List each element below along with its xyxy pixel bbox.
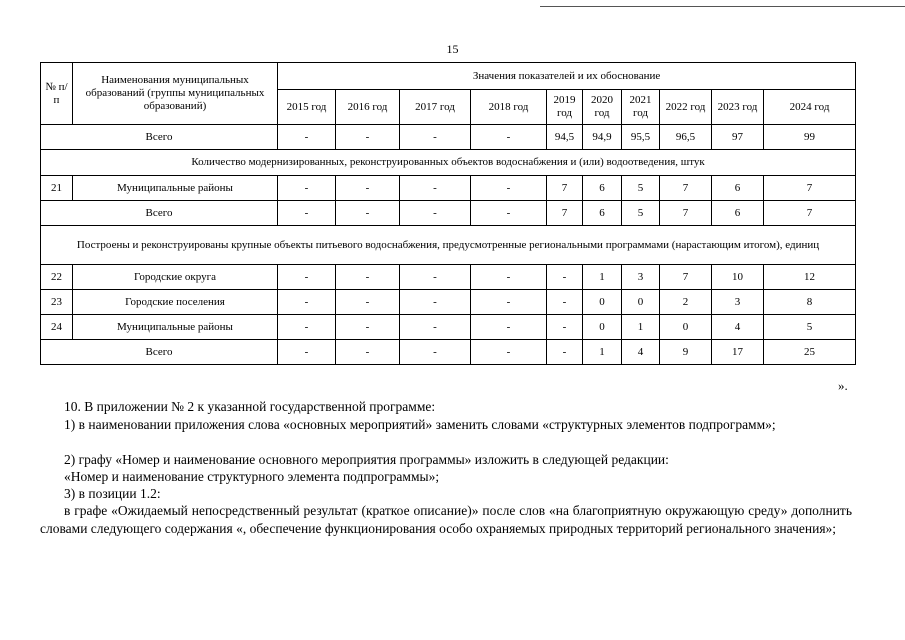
cell: -: [471, 340, 547, 365]
cell: -: [471, 201, 547, 226]
section-title: Построены и реконструированы крупные объекты питьевого водоснабжения, предусмотренные региональными программами (нарастающим итогом), единиц: [41, 226, 856, 265]
paragraph-5: 3) в позиции 1.2:: [64, 486, 161, 501]
cell: -: [471, 176, 547, 201]
header-values-title: Значения показателей и их обоснование: [278, 63, 856, 90]
year-header: 2020 год: [583, 90, 622, 125]
cell: -: [336, 125, 400, 150]
cell: 3: [622, 265, 660, 290]
row-num: 22: [41, 265, 73, 290]
year-header: 2023 год: [712, 90, 764, 125]
paragraph-2: 1) в наименовании приложения слова «основных мероприятий» заменить словами «структурных элементов подпрограмм»;: [64, 417, 776, 432]
cell: 12: [764, 265, 856, 290]
cell: 1: [583, 265, 622, 290]
cell: -: [336, 290, 400, 315]
cell: 7: [764, 201, 856, 226]
cell: 1: [583, 340, 622, 365]
cell: 6: [712, 201, 764, 226]
year-header: 2017 год: [400, 90, 471, 125]
year-header: 2022 год: [660, 90, 712, 125]
cell: 1: [622, 315, 660, 340]
cell: -: [278, 315, 336, 340]
cell: -: [278, 290, 336, 315]
cell: 99: [764, 125, 856, 150]
cell: -: [471, 125, 547, 150]
cell: 6: [583, 201, 622, 226]
cell: -: [278, 125, 336, 150]
cell: -: [400, 290, 471, 315]
cell: 17: [712, 340, 764, 365]
row-name: Муниципальные районы: [73, 176, 278, 201]
page-number: 15: [446, 42, 459, 56]
paragraph-1: 10. В приложении № 2 к указанной государственной программе:: [64, 399, 436, 414]
top-rule: [540, 6, 905, 7]
cell: -: [400, 176, 471, 201]
cell: -: [471, 265, 547, 290]
cell: 5: [622, 176, 660, 201]
cell: -: [278, 201, 336, 226]
table-row-total: [41, 340, 856, 365]
cell: -: [547, 265, 583, 290]
cell: 2: [660, 290, 712, 315]
row-num: 21: [41, 176, 73, 201]
year-header: 2021 год: [622, 90, 660, 125]
indicators-table: [40, 62, 856, 365]
year-header: 2016 год: [336, 90, 400, 125]
paragraph-3: 2) графу «Номер и наименование основного мероприятия программы» изложить в следующей редакции:: [64, 452, 669, 467]
cell: -: [400, 265, 471, 290]
header-num: № п/п: [41, 63, 73, 125]
paragraph-4: «Номер и наименование структурного элемента подпрограммы»;: [64, 469, 440, 484]
cell: -: [400, 125, 471, 150]
row-name: Городские округа: [73, 265, 278, 290]
year-header: 2018 год: [471, 90, 547, 125]
cell: 10: [712, 265, 764, 290]
cell: 25: [764, 340, 856, 365]
cell: -: [278, 176, 336, 201]
row-name: Всего: [41, 340, 278, 365]
paragraph-6: в графе «Ожидаемый непосредственный результат (краткое описание)» после слов «на благоприятную окружающую среду» дополнить словами следующего содержания «, обеспечение функционирования особо охраняемых природных территорий регионального значения»;: [40, 503, 852, 536]
cell: -: [400, 201, 471, 226]
cell: -: [547, 290, 583, 315]
cell: 95,5: [622, 125, 660, 150]
cell: -: [400, 340, 471, 365]
cell: -: [336, 201, 400, 226]
year-header: 2015 год: [278, 90, 336, 125]
table-row-total: [41, 201, 856, 226]
closing-quote: ».: [838, 378, 848, 393]
cell: 7: [547, 176, 583, 201]
row-num: 23: [41, 290, 73, 315]
cell: 0: [660, 315, 712, 340]
cell: 7: [764, 176, 856, 201]
cell: -: [471, 315, 547, 340]
table-row: [41, 290, 856, 315]
cell: 7: [660, 176, 712, 201]
cell: -: [400, 315, 471, 340]
cell: 0: [583, 315, 622, 340]
cell: -: [336, 315, 400, 340]
year-header: 2024 год: [764, 90, 856, 125]
cell: -: [336, 340, 400, 365]
cell: 0: [622, 290, 660, 315]
cell: -: [336, 176, 400, 201]
cell: 3: [712, 290, 764, 315]
cell: 6: [712, 176, 764, 201]
table-row-total-top: [41, 125, 856, 150]
cell: -: [547, 315, 583, 340]
table-row: [41, 315, 856, 340]
cell: 7: [660, 201, 712, 226]
cell: 5: [622, 201, 660, 226]
year-header: 2019 год: [547, 90, 583, 125]
row-num: 24: [41, 315, 73, 340]
cell: -: [547, 340, 583, 365]
section-title: Количество модернизированных, реконструированных объектов водоснабжения и (или) водоотведения, штук: [41, 150, 856, 176]
table-row: [41, 265, 856, 290]
cell: 5: [764, 315, 856, 340]
cell: -: [471, 290, 547, 315]
cell: 8: [764, 290, 856, 315]
row-name: Всего: [41, 201, 278, 226]
cell: 94,9: [583, 125, 622, 150]
cell: -: [278, 340, 336, 365]
cell: 4: [622, 340, 660, 365]
cell: -: [336, 265, 400, 290]
cell: 0: [583, 290, 622, 315]
cell: 94,5: [547, 125, 583, 150]
cell: 96,5: [660, 125, 712, 150]
cell: 7: [547, 201, 583, 226]
cell: 4: [712, 315, 764, 340]
cell: 97: [712, 125, 764, 150]
header-name: Наименования муниципальных образований (группы муниципальных образований): [73, 63, 278, 125]
cell: 6: [583, 176, 622, 201]
row-name: Городские поселения: [73, 290, 278, 315]
row-name: Муниципальные районы: [73, 315, 278, 340]
cell: 9: [660, 340, 712, 365]
cell: -: [278, 265, 336, 290]
row-name: Всего: [41, 125, 278, 150]
table-row: [41, 176, 856, 201]
cell: 7: [660, 265, 712, 290]
